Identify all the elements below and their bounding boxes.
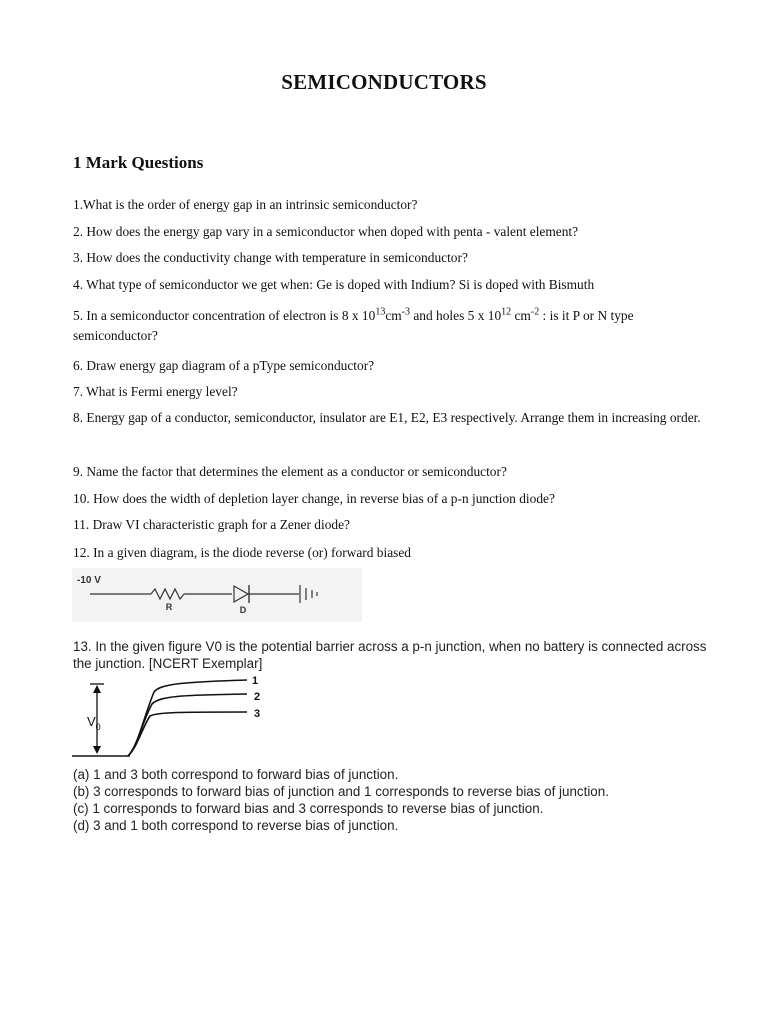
q5-text-4: cm	[511, 308, 531, 323]
q5-exponent-1: 13	[375, 306, 386, 318]
v0-axis-label: $V_0$	[87, 714, 101, 732]
option-a: (a) 1 and 3 both correspond to forward bias of junction.	[73, 767, 399, 782]
question-10: 10. How does the width of depletion layer change, in reverse bias of a p-n junction diode?	[73, 491, 555, 506]
q5-text-3: and holes 5 x 10	[410, 308, 502, 323]
question-11: 11. Draw VI characteristic graph for a Zener diode?	[73, 517, 350, 532]
q5-text-5: : is it P or N type semiconductor?	[73, 308, 634, 343]
option-d: (d) 3 and 1 both correspond to reverse bias of junction.	[73, 818, 399, 833]
curve-1-label: 1	[252, 676, 259, 687]
circuit-voltage-label: -10 V	[77, 575, 101, 586]
question-2: 2. How does the energy gap vary in a semiconductor when doped with penta - valent element?	[73, 224, 579, 239]
question-9: 9. Name the factor that determines the element as a conductor or semiconductor?	[73, 464, 507, 479]
question-4: 4. What type of semiconductor we get when: Ge is doped with Indium? Si is doped with Bismuth	[73, 277, 595, 292]
question-6: 6. Draw energy gap diagram of a pType semiconductor?	[73, 358, 375, 373]
q5-text-1: 5. In a semiconductor concentration of electron is 8 x 10	[73, 308, 376, 323]
q5-exponent-2: -3	[401, 306, 411, 318]
question-1: 1.What is the order of energy gap in an intrinsic semiconductor?	[73, 197, 418, 212]
q5-text-2: cm	[385, 308, 402, 323]
circuit-diagram	[72, 568, 362, 622]
page-title: SEMICONDUCTORS	[281, 70, 487, 94]
question-3: 3. How does the conductivity change with temperature in semiconductor?	[73, 250, 468, 265]
section-heading: 1 Mark Questions	[73, 153, 204, 172]
circuit-background	[72, 568, 362, 622]
q5-exponent-4: -2	[530, 306, 540, 318]
question-13-text: 13. In the given figure V0 is the potential barrier across a p-n junction, when no battery is connected across the junction. [NCERT Exemplar]	[73, 639, 707, 671]
option-b: (b) 3 corresponds to forward bias of junction and 1 corresponds to reverse bias of junction.	[73, 784, 609, 799]
question-8: 8. Energy gap of a conductor, semiconductor, insulator are E1, E2, E3 respectively. Arrange them in increasing order.	[73, 410, 701, 425]
question-7: 7. What is Fermi energy level?	[73, 384, 238, 399]
question-5	[73, 306, 703, 346]
curve-2-label: 2	[254, 691, 261, 703]
curve-3-label: 3	[254, 708, 261, 720]
question-12: 12. In a given diagram, is the diode reverse (or) forward biased	[73, 545, 411, 560]
potential-barrier-graph	[72, 676, 282, 762]
option-c: (c) 1 corresponds to forward bias and 3 corresponds to reverse bias of junction.	[73, 801, 544, 816]
arrow-up-icon	[93, 685, 101, 693]
q5-exponent-3: 12	[501, 306, 512, 318]
arrow-down-icon	[93, 746, 101, 754]
resistor-label: R	[165, 602, 173, 612]
diode-label: D	[239, 605, 247, 615]
